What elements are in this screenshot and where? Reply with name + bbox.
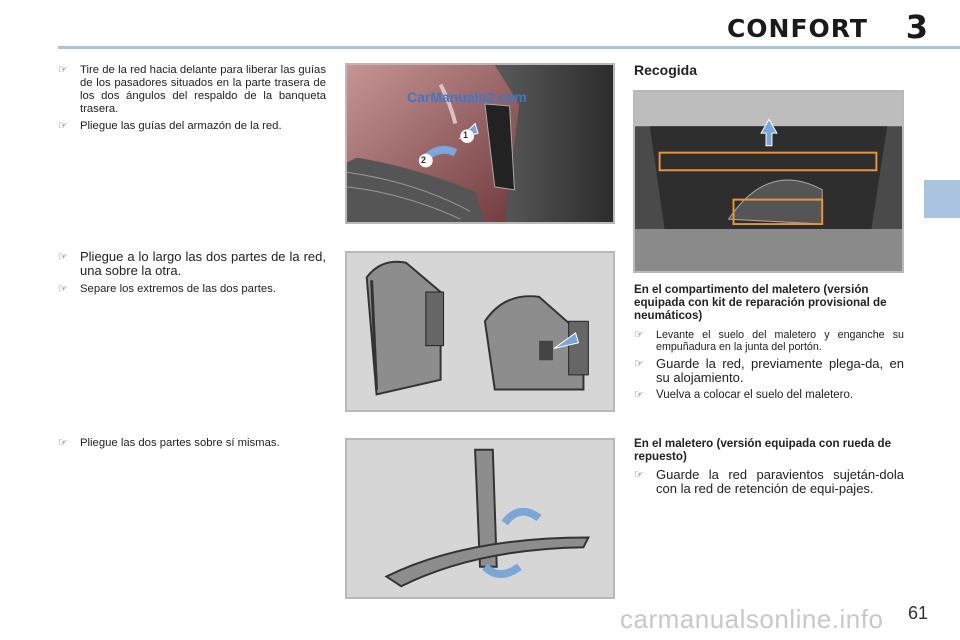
- bullet-list-3: [58, 437, 326, 454]
- pointing-hand-icon: ☞: [58, 251, 68, 263]
- footer-watermark: carmanualsonline.info: [620, 604, 884, 634]
- list-item: [58, 120, 326, 133]
- chapter-number: 3: [905, 8, 928, 46]
- pointing-hand-icon: ☞: [58, 437, 68, 449]
- pointing-hand-icon: ☞: [634, 389, 644, 401]
- header-rule: [58, 46, 960, 49]
- page-number: 61: [907, 603, 928, 623]
- list-item: [634, 357, 904, 385]
- pointing-hand-icon: ☞: [634, 358, 644, 370]
- section-title: Recogida: [634, 62, 698, 78]
- subheading-spare-wheel: En el maletero (versión equipada con rueda de repuesto): [634, 437, 892, 463]
- chapter-side-tab[interactable]: [924, 180, 960, 218]
- bullet-list-2: [58, 250, 326, 300]
- list-item-text: Levante el suelo del maletero y enganche su empuñadura en la junta del portón.: [656, 329, 904, 353]
- list-item: [58, 250, 326, 278]
- step-2-label: 2: [421, 155, 427, 165]
- figure-trunk: [633, 90, 904, 273]
- list-item: [634, 389, 904, 402]
- subheading-kit: En el compartimento del maletero (versión equipada con kit de reparación provisional de neumáticos): [634, 283, 887, 322]
- figure-seat-guides: [345, 63, 615, 224]
- pointing-hand-icon: ☞: [58, 64, 68, 76]
- list-item-text: Pliegue las dos partes sobre sí mismas.: [80, 437, 280, 449]
- pointing-hand-icon: ☞: [58, 283, 68, 295]
- pointing-hand-icon: ☞: [58, 120, 68, 132]
- list-item: [58, 282, 326, 296]
- list-item: [58, 64, 326, 116]
- list-item: [634, 329, 904, 353]
- pointing-hand-icon: ☞: [634, 329, 644, 341]
- list-item-text: Guarde la red, previamente plega-da, en su alojamiento.: [656, 356, 904, 385]
- step-1-label: 1: [463, 130, 469, 140]
- list-item-text: Guarde la red paravientos sujetán-dola con la red de retención de equi-pajes.: [656, 467, 904, 496]
- figure-net-folded: [345, 438, 615, 599]
- bullet-list-5: [634, 468, 904, 500]
- figure-net-folding: [345, 251, 615, 412]
- chapter-title: CONFORT: [726, 14, 868, 43]
- list-item-text: Vuelva a colocar el suelo del maletero.: [656, 389, 854, 401]
- bullet-list-1: [58, 64, 326, 137]
- list-item: [58, 437, 326, 450]
- list-item-text: Pliegue las guías del armazón de la red.: [80, 120, 282, 132]
- list-item: [634, 468, 904, 496]
- list-item-text: Tire de la red hacia delante para liberar las guías de los pasadores situados en la parte trasera de los dos ángulos del respaldo de la banqueta trasera.: [80, 64, 326, 115]
- list-item-text: Separe los extremos de las dos partes.: [80, 283, 276, 295]
- watermark-text: CarManuals2.com: [407, 89, 527, 105]
- pointing-hand-icon: ☞: [634, 469, 644, 481]
- bullet-list-4: [634, 329, 904, 406]
- list-item-text: Pliegue a lo largo las dos partes de la red, una sobre la otra.: [80, 249, 326, 278]
